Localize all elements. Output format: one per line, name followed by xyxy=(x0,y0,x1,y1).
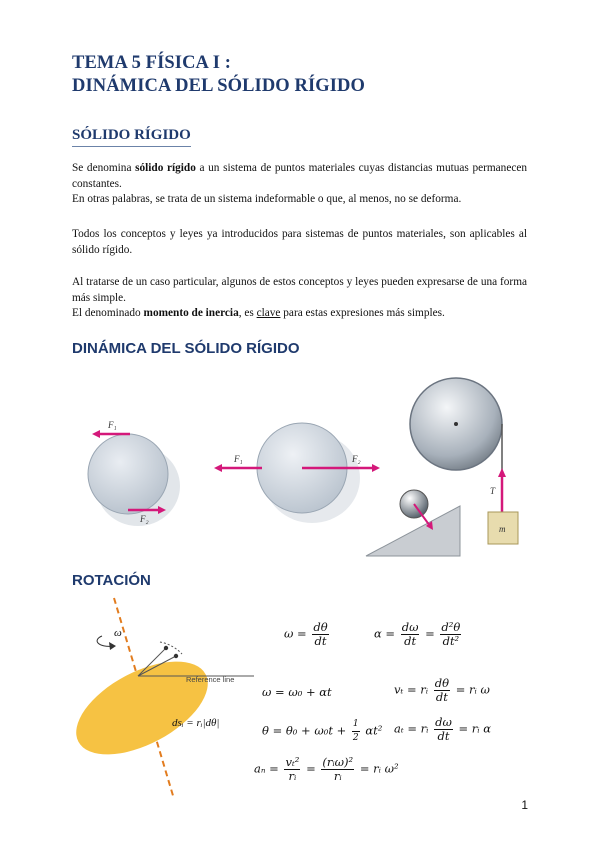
title-line-1: TEMA 5 FÍSICA I : xyxy=(72,53,231,73)
label-F2: F₂ xyxy=(140,514,149,524)
label-F2b: F₂ xyxy=(352,454,361,464)
heading-solido-rigido: SÓLIDO RÍGIDO xyxy=(72,127,191,147)
eq-alpha-def: α = $\frac{d\omega}{dt}$ = $\frac{\text{d²θ}}{\text{dt²}}$ xyxy=(374,620,461,648)
pulley-ramp-figure xyxy=(362,376,530,560)
paragraph-definition: Se denomina sólido rígido a un sistema de puntos materiales cuyas distancias mutuas permanecen constantes. En otras palabras, se trata de un sistema indeformable o que, al menos, no se deforma. xyxy=(72,162,528,205)
term-solido-rigido: sólido rígido xyxy=(135,162,196,174)
eq-theta-time: θ = θ₀ + ω₀t + $\frac{1}{2}$ αt² xyxy=(262,719,383,743)
label-m: m xyxy=(499,524,506,534)
title-line-2: DINÁMICA DEL SÓLIDO RÍGIDO xyxy=(72,76,365,96)
label-omega: ω xyxy=(114,627,122,639)
page-number: 1 xyxy=(521,798,528,812)
rotation-diagram xyxy=(64,596,274,801)
rigid-body-ellipse xyxy=(64,642,222,773)
eq-an: aₙ = $\frac{\text{vₜ²}}{\text{rᵢ}}$ = $\frac{\text{(rᵢω)²}}{\text{rᵢ}}$ = rᵢ ω² xyxy=(254,755,399,783)
label-F1: F₁ xyxy=(108,420,117,430)
heading-rotacion: ROTACIÓN xyxy=(72,572,151,589)
page-title xyxy=(72,52,365,98)
label-T: T xyxy=(490,486,496,496)
label-ds: dsᵢ = rᵢ|dθ| xyxy=(172,717,220,729)
term-momento-inercia: momento de inercia xyxy=(143,307,239,319)
eq-vt: vₜ = rᵢ $\frac{d\theta}{dt}$ = rᵢ ω xyxy=(394,676,490,704)
disk-couple-figure xyxy=(80,410,200,530)
disk-shape xyxy=(88,434,168,514)
paragraph-simplification: Al tratarse de un caso particular, algunos de estos conceptos y leyes pueden expresarse de una forma más simple. El denominado momento de inercia, es clave para estas expresiones más simples. xyxy=(72,276,527,319)
paragraph-concepts: Todos los conceptos y leyes ya introducidos para sistemas de puntos materiales, son aplicables al sólido rígido. xyxy=(72,228,527,256)
eq-omega-time: ω = ω₀ + αt xyxy=(262,685,332,699)
heading-dinamica: DINÁMICA DEL SÓLIDO RÍGIDO xyxy=(72,340,300,357)
term-clave: clave xyxy=(256,307,281,319)
eq-at: aₜ = rᵢ $\frac{d\omega}{dt}$ = rᵢ α xyxy=(394,715,492,743)
eq-omega-def: ω = $\frac{d\theta}{dt}$ xyxy=(284,620,328,648)
label-F1b: F₁ xyxy=(234,454,243,464)
label-reference-line: Reference line xyxy=(186,675,235,684)
